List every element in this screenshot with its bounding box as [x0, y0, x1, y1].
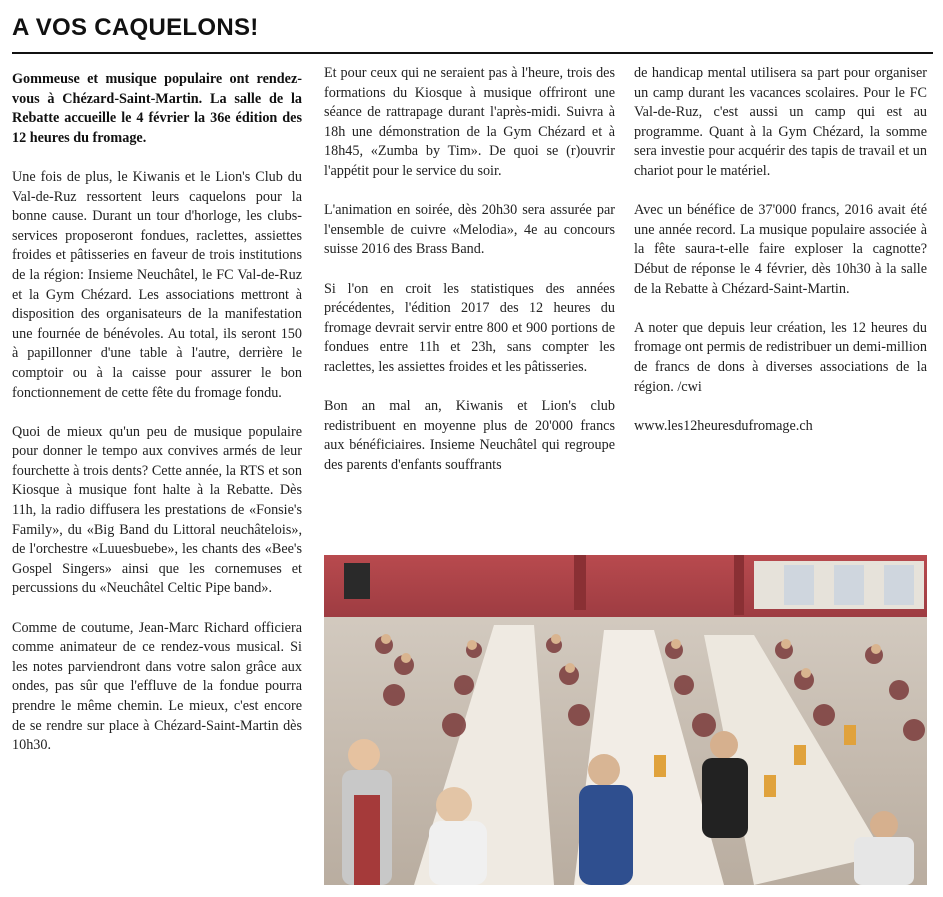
article-lead: Gommeuse et musique populaire ont rendez-vous à Chézard-Saint-Martin. La salle de la Rebatte accueille le 4 février la 36e édition des 12 heures du fromage.	[12, 71, 302, 146]
column-3	[634, 64, 927, 456]
article-paragraph: A noter que depuis leur création, les 12 heures du fromage ont permis de redistribuer un demi-million de francs de dons à diverses associations de la région. /cwi	[634, 319, 927, 395]
website-link[interactable]: www.les12heuresdufromage.ch	[634, 417, 813, 434]
event-photo	[324, 555, 927, 885]
column-2	[324, 64, 615, 495]
article-paragraph: Une fois de plus, le Kiwanis et le Lion's Club du Val-de-Ruz ressortent leurs caquelons pour la bonne cause. Durant un tour d'horloge, les clubs-services proposeront fondues, raclettes, assiettes froides et pâtisseries en faveur de trois institutions de la région: Insieme Neuchâtel, le FC Val-de-Ruz et la Gym Chézard. Les associations mettront à disposition des organisateurs de la manifestation une fournée de bénévoles. Au total, ils seront 150 à papillonner d'une table à l'autre, derrière le comptoir ou à la caisse pour assurer le bon fonctionnement de cette fête du fromage fondu.	[12, 168, 302, 401]
article-paragraph: Comme de coutume, Jean-Marc Richard officiera comme animateur de ce rendez-vous musical. Si les notes parviendront dans votre salon grâce aux ondes, pas sûr que l'effluve de la fondue pourra prendre le même chemin. Le mieux, c'est encore de se rendre sur place à Chézard-Saint-Martin dès 10h30.	[12, 619, 302, 754]
article-paragraph: L'animation en soirée, dès 20h30 sera assurée par l'ensemble de cuivre «Melodia», 4e au concours suisse 2016 des Brass Band.	[324, 202, 615, 258]
article-paragraph: Si l'on en croit les statistiques des années précédentes, l'édition 2017 des 12 heures du fromage devrait servir entre 800 et 900 portions de fondues entre 11h et 23h, sans compter les raclettes, les assiettes froides et les pâtisseries.	[324, 280, 615, 375]
article-paragraph: de handicap mental utilisera sa part pour organiser un camp durant les vacances scolaires. Pour le FC Val-de-Ruz, c'est aussi un camp qui est au programme. Quant à la Gym Chézard, la somme sera investie pour acquérir des tapis de travail et un chariot pour le matériel.	[634, 65, 927, 179]
article-title: A VOS CAQUELONS!	[12, 14, 259, 41]
article-paragraph: Quoi de mieux qu'un peu de musique populaire pour donner le tempo aux convives armés de leur fourchette à trois dents? Cette année, la RTS et son Kiosque à musique font halte à la Rebatte. Dès 11h, la radio diffusera les prestations de «Fonsie's Family», du «Big Band du Littoral neuchâtelois», de l'orchestre «Luuesbuebe», les chants des «Bee's Gospel Singers» ainsi que les cornemuses et percussions du «Neuchâtel Celtic Pipe band».	[12, 423, 302, 597]
column-1	[12, 70, 302, 775]
article-paragraph: Et pour ceux qui ne seraient pas à l'heure, trois des formations du Kiosque à musique offriront une séance de rattrapage durant l'après-midi. Suivra à 18h une démonstration de la Gym Chézard et à 18h45, «Zumba by Tim». De quoi se (r)ouvrir l'appétit pour le service du soir.	[324, 65, 615, 179]
article-paragraph: Avec un bénéfice de 37'000 francs, 2016 avait été une année record. La musique populaire associée à la fête saura-t-elle faire exploser la cagnotte? Début de réponse le 4 février, dès 10h30 à la salle de la Rebatte à Chézard-Saint-Martin.	[634, 202, 927, 297]
title-divider	[12, 52, 933, 54]
article-paragraph: Bon an mal an, Kiwanis et Lion's club redistribuent en moyenne plus de 20'000 francs aux bénéficiaires. Insieme Neuchâtel qui regroupe des parents d'enfants souffrants	[324, 398, 615, 473]
